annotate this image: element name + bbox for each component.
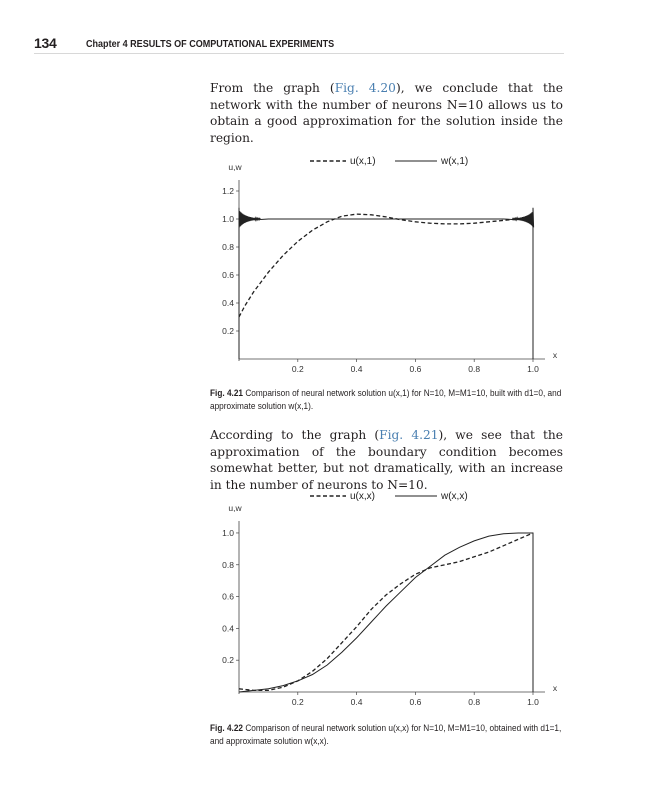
y-tick-label: 0.2 [222, 655, 234, 666]
y-tick-label: 1.2 [222, 186, 234, 196]
x-tick-label: 0.6 [409, 364, 422, 372]
x-tick-label: 1.0 [527, 697, 539, 707]
caption-text: Comparison of neural network solution u(x,1) for N=10, M=M1=10, built with d1=0, and approximate solution w(x,1). [210, 388, 562, 412]
caption-label: Fig. 4.22 [210, 723, 244, 734]
page-number: 134 [34, 35, 57, 51]
y-tick-label: 1.0 [222, 214, 234, 224]
y-tick-label: 0.8 [222, 559, 234, 570]
legend-entry-u: u(x,x) [350, 491, 375, 502]
figure-4-22-caption [210, 722, 571, 748]
caption-label: Fig. 4.21 [210, 388, 244, 399]
legend-entry-u: u(x,1) [350, 156, 376, 167]
y-axis-label: u,w [228, 503, 242, 513]
caption-text: Comparison of neural network solution u(x,x) for N=10, M=M1=10, obtained with d1=1, and approximate solution w(x,x). [210, 723, 562, 747]
x-tick-label: 0.8 [468, 364, 481, 372]
x-tick-label: 0.4 [350, 364, 363, 372]
x-axis-label: x [552, 350, 558, 360]
x-tick-label: 0.2 [291, 697, 304, 707]
running-header [34, 35, 564, 54]
series-u-line [239, 533, 533, 690]
paragraph-2-text-b: ), we see that the approximation of the boundary condition becomes somewhat better, but not dramatically, with an increase in the number of neurons to N=10. [210, 428, 563, 492]
x-tick-label: 0.8 [468, 697, 481, 707]
y-tick-label: 0.4 [222, 623, 234, 634]
fig-4-21-link[interactable]: Fig. 4.21 [379, 428, 439, 442]
series-u-line [239, 214, 533, 317]
figure-4-21-chart [200, 152, 560, 372]
series-w-line [239, 208, 534, 359]
figure-4-21-caption [210, 387, 571, 413]
y-tick-label: 0.4 [222, 298, 234, 308]
chapter-title: Chapter 4 RESULTS OF COMPUTATIONAL EXPERIMENTS [86, 38, 335, 50]
paragraph-2 [210, 427, 563, 493]
y-tick-label: 0.2 [222, 326, 234, 336]
x-tick-label: 0.6 [409, 697, 422, 707]
y-tick-label: 0.8 [222, 242, 234, 252]
series-w-line [239, 533, 533, 692]
x-tick-label: 1.0 [527, 364, 539, 372]
paragraph-1-text-a: From the graph ( [210, 81, 335, 95]
paragraph-1 [210, 80, 563, 146]
fig-4-20-link[interactable]: Fig. 4.20 [334, 81, 396, 95]
figure-4-22-chart [200, 488, 560, 708]
x-tick-label: 0.4 [350, 697, 363, 707]
x-tick-label: 0.2 [291, 364, 304, 372]
legend-entry-w: w(x,1) [441, 156, 469, 167]
y-tick-label: 0.6 [222, 591, 234, 602]
x-axis-label: x [552, 683, 558, 693]
paragraph-2-text-a: According to the graph ( [210, 428, 380, 442]
paragraph-1-text-b: ), we conclude that the network with the number of neurons N=10 allows us to obtain a good approximation for the solution inside the region. [210, 81, 563, 145]
y-tick-label: 1.0 [222, 527, 234, 538]
y-tick-label: 0.6 [222, 270, 234, 280]
y-axis-label: u,w [228, 162, 242, 172]
legend-entry-w: w(x,x) [441, 491, 468, 502]
